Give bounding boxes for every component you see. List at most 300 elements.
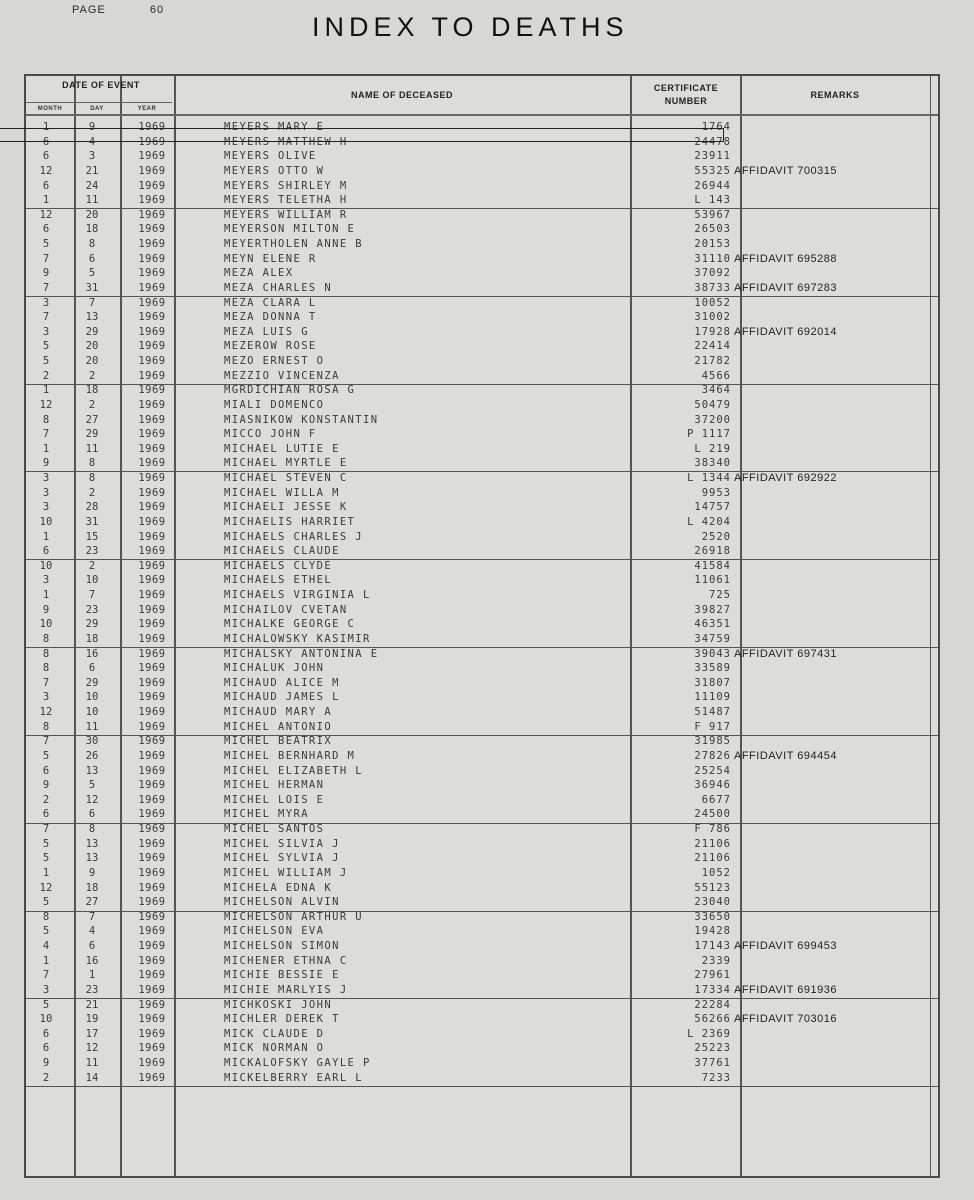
name-cell: MICHEL LOIS E bbox=[224, 793, 325, 806]
year-cell: 1969 bbox=[138, 355, 166, 367]
month-cell: 6 bbox=[42, 150, 50, 163]
year-cell: 1969 bbox=[138, 940, 166, 952]
day-cell: 27 bbox=[85, 896, 99, 909]
certificate-cell: 31807 bbox=[694, 676, 731, 689]
certificate-cell: 31110 bbox=[694, 252, 731, 265]
certificate-cell: 26944 bbox=[694, 179, 731, 192]
certificate-cell: 10052 bbox=[694, 296, 731, 309]
name-cell: MICHEL MYRA bbox=[224, 808, 309, 821]
year-cell: 1969 bbox=[138, 311, 166, 324]
name-cell: MICHAELS CLAUDE bbox=[224, 545, 340, 558]
year-cell: 1969 bbox=[138, 793, 166, 806]
certificate-cell: 1764 bbox=[701, 121, 731, 133]
table-row bbox=[26, 193, 938, 208]
year-cell: 1969 bbox=[138, 1042, 166, 1055]
name-cell: MICHEL ELIZABETH L bbox=[224, 764, 363, 777]
month-cell: 10 bbox=[39, 1013, 53, 1026]
year-cell: 1969 bbox=[138, 1027, 166, 1040]
day-cell: 7 bbox=[88, 589, 96, 601]
certificate-cell: F 786 bbox=[694, 823, 731, 835]
year-cell: 1969 bbox=[138, 1057, 166, 1069]
day-cell: 23 bbox=[85, 983, 99, 996]
day-cell: 13 bbox=[85, 764, 99, 777]
certificate-cell: 25254 bbox=[694, 764, 731, 777]
day-cell: 12 bbox=[85, 1042, 99, 1055]
page-number: 60 bbox=[149, 4, 165, 16]
month-cell: 12 bbox=[39, 164, 53, 177]
name-cell: MICHAELS CLYDE bbox=[224, 559, 333, 572]
month-cell: 10 bbox=[39, 618, 53, 631]
month-cell: 10 bbox=[39, 559, 53, 572]
day-cell: 2 bbox=[88, 398, 96, 411]
month-cell: 9 bbox=[42, 457, 50, 470]
day-cell: 24 bbox=[85, 179, 99, 192]
table-row bbox=[26, 924, 938, 939]
table-row bbox=[26, 807, 938, 822]
certificate-cell: 3464 bbox=[701, 384, 731, 397]
certificate-cell: 36946 bbox=[694, 779, 731, 792]
table-row bbox=[26, 310, 938, 325]
name-cell: MICHEL BEATRIX bbox=[224, 735, 333, 748]
name-cell: MEYERS MARY E bbox=[224, 121, 325, 133]
certificate-cell: 31002 bbox=[694, 311, 731, 324]
certificate-cell: 17334 bbox=[694, 983, 731, 996]
day-cell: 17 bbox=[85, 1027, 99, 1040]
certificate-cell: 39043 bbox=[694, 647, 731, 660]
day-cell: 13 bbox=[85, 852, 99, 865]
name-cell: MICHELSON SIMON bbox=[224, 940, 340, 952]
month-cell: 1 bbox=[42, 121, 50, 133]
year-cell: 1969 bbox=[138, 486, 166, 499]
month-cell: 6 bbox=[42, 179, 50, 192]
name-cell: MICHAUD ALICE M bbox=[224, 676, 340, 689]
year-cell: 1969 bbox=[138, 779, 166, 792]
table-row bbox=[26, 866, 938, 881]
month-cell: 5 bbox=[42, 340, 50, 353]
certificate-cell: L 219 bbox=[694, 442, 731, 455]
month-cell: 12 bbox=[39, 398, 53, 411]
day-cell: 18 bbox=[85, 881, 99, 894]
day-cell: 21 bbox=[85, 998, 99, 1011]
certificate-cell: 46351 bbox=[694, 618, 731, 631]
day-cell: 15 bbox=[85, 530, 99, 543]
month-cell: 7 bbox=[42, 428, 50, 441]
certificate-cell: 21106 bbox=[694, 852, 731, 865]
day-cell: 9 bbox=[88, 121, 96, 133]
year-cell: 1969 bbox=[138, 194, 166, 207]
name-cell: MICHAELS VIRGINIA L bbox=[224, 589, 371, 601]
name-cell: MEYERS OTTO W bbox=[224, 164, 325, 177]
name-cell: MICKALOFSKY GAYLE P bbox=[224, 1057, 371, 1069]
year-cell: 1969 bbox=[138, 296, 166, 309]
name-cell: MEZA LUIS G bbox=[224, 325, 309, 338]
day-cell: 5 bbox=[88, 779, 96, 792]
name-cell: MEYERTHOLEN ANNE B bbox=[224, 238, 363, 250]
certificate-cell: 14757 bbox=[694, 501, 731, 514]
year-cell: 1969 bbox=[138, 706, 166, 718]
name-cell: MIASNIKOW KONSTANTIN bbox=[224, 413, 379, 426]
header-day: DAY bbox=[90, 106, 104, 112]
table-row bbox=[26, 749, 938, 764]
month-cell: 1 bbox=[42, 954, 50, 967]
table-row bbox=[26, 179, 938, 194]
table-row bbox=[26, 822, 938, 837]
name-cell: MEZA CHARLES N bbox=[224, 281, 333, 294]
year-cell: 1969 bbox=[138, 720, 166, 733]
table-row bbox=[26, 281, 938, 296]
month-cell: 8 bbox=[42, 632, 50, 645]
year-cell: 1969 bbox=[138, 896, 166, 909]
year-cell: 1969 bbox=[138, 267, 166, 280]
certificate-cell: 34759 bbox=[694, 632, 731, 645]
name-cell: MICHAEL LUTIE E bbox=[224, 442, 340, 455]
table-row bbox=[26, 252, 938, 267]
table-row bbox=[26, 237, 938, 252]
certificate-cell: 6677 bbox=[701, 793, 731, 806]
certificate-cell: 56266 bbox=[694, 1013, 731, 1026]
table-row bbox=[26, 895, 938, 910]
day-cell: 18 bbox=[85, 632, 99, 645]
table-row bbox=[26, 764, 938, 779]
certificate-cell: 33650 bbox=[694, 910, 731, 923]
month-cell: 3 bbox=[42, 691, 50, 704]
certificate-cell: L 1344 bbox=[687, 472, 731, 484]
day-cell: 29 bbox=[85, 325, 99, 338]
certificate-cell: 33589 bbox=[694, 662, 731, 675]
table-row bbox=[26, 954, 938, 969]
name-cell: MICHAELS ETHEL bbox=[224, 574, 333, 587]
certificate-cell: 1052 bbox=[701, 866, 731, 879]
day-cell: 2 bbox=[88, 369, 96, 382]
certificate-cell: P 1117 bbox=[687, 428, 731, 441]
year-cell: 1969 bbox=[138, 398, 166, 411]
remarks-cell: AFFIDAVIT 692014 bbox=[734, 325, 837, 338]
day-cell: 6 bbox=[88, 940, 96, 952]
month-cell: 5 bbox=[42, 896, 50, 909]
table-row bbox=[26, 530, 938, 545]
day-cell: 8 bbox=[88, 238, 96, 250]
name-cell: MICHAEL STEVEN C bbox=[224, 472, 348, 484]
name-cell: MICHELSON ARTHUR U bbox=[224, 910, 363, 923]
year-cell: 1969 bbox=[138, 340, 166, 353]
table-row bbox=[26, 559, 938, 574]
name-cell: MEYERS MATTHEW H bbox=[224, 135, 348, 148]
name-cell: MICHAILOV CVETAN bbox=[224, 603, 348, 616]
month-cell: 7 bbox=[42, 281, 50, 294]
day-cell: 6 bbox=[88, 808, 96, 821]
header-remarks: REMARKS bbox=[810, 90, 860, 100]
table-row bbox=[26, 1041, 938, 1056]
year-cell: 1969 bbox=[138, 866, 166, 879]
year-cell: 1969 bbox=[138, 384, 166, 397]
table-row bbox=[26, 983, 938, 998]
page-title: INDEX TO DEATHS bbox=[312, 12, 629, 42]
table-row bbox=[26, 734, 938, 749]
name-cell: MEZO ERNEST O bbox=[224, 355, 325, 367]
month-cell: 3 bbox=[42, 472, 50, 484]
table-row bbox=[26, 1012, 938, 1027]
month-cell: 9 bbox=[42, 779, 50, 792]
remarks-cell: AFFIDAVIT 697283 bbox=[734, 281, 837, 294]
month-cell: 12 bbox=[39, 706, 53, 718]
year-cell: 1969 bbox=[138, 574, 166, 587]
table-row bbox=[26, 544, 938, 559]
certificate-cell: 53967 bbox=[694, 208, 731, 221]
name-cell: MICHALOWSKY KASIMIR bbox=[224, 632, 371, 645]
certificate-cell: 17143 bbox=[694, 940, 731, 952]
remarks-cell: AFFIDAVIT 694454 bbox=[734, 749, 837, 762]
day-cell: 11 bbox=[85, 720, 99, 733]
certificate-cell: 2520 bbox=[701, 530, 731, 543]
day-cell: 29 bbox=[85, 676, 99, 689]
month-cell: 6 bbox=[42, 764, 50, 777]
certificate-cell: 17928 bbox=[694, 325, 731, 338]
table-row bbox=[26, 1027, 938, 1042]
table-row bbox=[26, 720, 938, 735]
day-cell: 31 bbox=[85, 515, 99, 528]
name-cell: MEYERSON MILTON E bbox=[224, 223, 356, 236]
day-cell: 13 bbox=[85, 311, 99, 324]
year-cell: 1969 bbox=[138, 823, 166, 835]
year-cell: 1969 bbox=[138, 969, 166, 982]
month-cell: 9 bbox=[42, 1057, 50, 1069]
name-cell: MICHAUD JAMES L bbox=[224, 691, 340, 704]
name-cell: MICHAELS CHARLES J bbox=[224, 530, 363, 543]
year-cell: 1969 bbox=[138, 676, 166, 689]
day-cell: 5 bbox=[88, 267, 96, 280]
table-row bbox=[26, 369, 938, 384]
year-cell: 1969 bbox=[138, 837, 166, 850]
table-row bbox=[26, 881, 938, 896]
month-cell: 5 bbox=[42, 852, 50, 865]
header-name: NAME OF DECEASED bbox=[350, 90, 453, 100]
day-cell: 20 bbox=[85, 340, 99, 353]
certificate-cell: 38733 bbox=[694, 281, 731, 294]
month-cell: 5 bbox=[42, 998, 50, 1011]
table-row bbox=[26, 661, 938, 676]
year-cell: 1969 bbox=[138, 662, 166, 675]
year-cell: 1969 bbox=[138, 515, 166, 528]
certificate-cell: 37200 bbox=[694, 413, 731, 426]
certificate-cell: L 4204 bbox=[687, 515, 731, 528]
month-cell: 8 bbox=[42, 720, 50, 733]
year-cell: 1969 bbox=[138, 472, 166, 484]
certificate-cell: 23040 bbox=[694, 896, 731, 909]
day-cell: 20 bbox=[85, 355, 99, 367]
day-cell: 16 bbox=[85, 954, 99, 967]
certificate-cell: 31985 bbox=[694, 735, 731, 748]
name-cell: MEZA CLARA L bbox=[224, 296, 317, 309]
month-cell: 7 bbox=[42, 735, 50, 748]
year-cell: 1969 bbox=[138, 618, 166, 631]
name-cell: MICK CLAUDE D bbox=[224, 1027, 325, 1040]
day-cell: 6 bbox=[88, 662, 96, 675]
name-cell: MICHEL ANTONIO bbox=[224, 720, 333, 733]
year-cell: 1969 bbox=[138, 179, 166, 192]
day-cell: 14 bbox=[85, 1071, 99, 1084]
table-row bbox=[26, 998, 938, 1013]
day-cell: 13 bbox=[85, 837, 99, 850]
year-cell: 1969 bbox=[138, 135, 166, 148]
remarks-cell: AFFIDAVIT 697431 bbox=[734, 647, 837, 660]
certificate-cell: 24500 bbox=[694, 808, 731, 821]
remarks-cell: AFFIDAVIT 692922 bbox=[734, 472, 837, 484]
table-row bbox=[26, 413, 938, 428]
table-row bbox=[26, 837, 938, 852]
day-cell: 19 bbox=[85, 1013, 99, 1026]
name-cell: MICHEL SYLVIA J bbox=[224, 852, 340, 865]
table-row bbox=[26, 939, 938, 954]
month-cell: 6 bbox=[42, 135, 50, 148]
name-cell: MICHAEL MYRTLE E bbox=[224, 457, 348, 470]
name-cell: MEYERS WILLIAM R bbox=[224, 208, 348, 221]
table-row bbox=[26, 164, 938, 179]
year-cell: 1969 bbox=[138, 881, 166, 894]
month-cell: 7 bbox=[42, 969, 50, 982]
name-cell: MICHAELI JESSE K bbox=[224, 501, 348, 514]
month-cell: 3 bbox=[42, 296, 50, 309]
header-subrule bbox=[26, 102, 172, 103]
month-cell: 7 bbox=[42, 676, 50, 689]
page-label: PAGE bbox=[72, 4, 106, 16]
name-cell: MICHLER DEREK T bbox=[224, 1013, 340, 1026]
day-cell: 27 bbox=[85, 413, 99, 426]
month-cell: 4 bbox=[42, 940, 50, 952]
month-cell: 8 bbox=[42, 413, 50, 426]
year-cell: 1969 bbox=[138, 1013, 166, 1026]
name-cell: MICCO JOHN F bbox=[224, 428, 317, 441]
year-cell: 1969 bbox=[138, 150, 166, 163]
table-row bbox=[26, 603, 938, 618]
certificate-cell: 7233 bbox=[701, 1071, 731, 1084]
header-certificate: CERTIFICATE NUMBER bbox=[653, 83, 719, 106]
month-cell: 3 bbox=[42, 983, 50, 996]
remarks-cell: AFFIDAVIT 700315 bbox=[734, 164, 837, 177]
month-cell: 1 bbox=[42, 866, 50, 879]
certificate-cell: 25223 bbox=[694, 1042, 731, 1055]
year-cell: 1969 bbox=[138, 121, 166, 133]
certificate-cell: 21106 bbox=[694, 837, 731, 850]
certificate-cell: L 143 bbox=[694, 194, 731, 207]
certificate-cell: 39827 bbox=[694, 603, 731, 616]
certificate-cell: 55123 bbox=[694, 881, 731, 894]
table-row bbox=[26, 486, 938, 501]
name-cell: MICHEL HERMAN bbox=[224, 779, 325, 792]
name-cell: MICK NORMAN O bbox=[224, 1042, 325, 1055]
table-row bbox=[26, 778, 938, 793]
year-cell: 1969 bbox=[138, 164, 166, 177]
day-cell: 4 bbox=[88, 135, 96, 148]
records-end-rule bbox=[26, 1086, 938, 1087]
year-cell: 1969 bbox=[138, 603, 166, 616]
row-highlight-marker bbox=[0, 128, 724, 142]
day-cell: 21 bbox=[85, 164, 99, 177]
name-cell: MICHEL BERNHARD M bbox=[224, 749, 356, 762]
day-cell: 29 bbox=[85, 428, 99, 441]
month-cell: 9 bbox=[42, 267, 50, 280]
month-cell: 7 bbox=[42, 252, 50, 265]
day-cell: 11 bbox=[85, 442, 99, 455]
table-row bbox=[26, 968, 938, 983]
name-cell: MICHEL SANTOS bbox=[224, 823, 325, 835]
name-cell: MEZZIO VINCENZA bbox=[224, 369, 340, 382]
name-cell: MEZEROW ROSE bbox=[224, 340, 317, 353]
month-cell: 3 bbox=[42, 325, 50, 338]
day-cell: 20 bbox=[85, 208, 99, 221]
name-cell: MEZA DONNA T bbox=[224, 311, 317, 324]
year-cell: 1969 bbox=[138, 325, 166, 338]
table-row bbox=[26, 515, 938, 530]
day-cell: 8 bbox=[88, 823, 96, 835]
day-cell: 18 bbox=[85, 384, 99, 397]
month-cell: 1 bbox=[42, 530, 50, 543]
table-row bbox=[26, 266, 938, 281]
name-cell: MICHKOSKI JOHN bbox=[224, 998, 333, 1011]
table-row bbox=[26, 149, 938, 164]
table-row bbox=[26, 851, 938, 866]
year-cell: 1969 bbox=[138, 925, 166, 938]
certificate-cell: 26918 bbox=[694, 545, 731, 558]
day-cell: 8 bbox=[88, 472, 96, 484]
month-cell: 6 bbox=[42, 1027, 50, 1040]
month-cell: 6 bbox=[42, 545, 50, 558]
header-month: MONTH bbox=[37, 106, 63, 112]
remarks-cell: AFFIDAVIT 695288 bbox=[734, 252, 837, 265]
month-cell: 2 bbox=[42, 1071, 50, 1084]
month-cell: 5 bbox=[42, 749, 50, 762]
year-cell: 1969 bbox=[138, 281, 166, 294]
year-cell: 1969 bbox=[138, 369, 166, 382]
certificate-cell: L 2369 bbox=[687, 1027, 731, 1040]
header-date-of-event: DATE OF EVENT bbox=[62, 80, 140, 90]
certificate-cell: 11109 bbox=[694, 691, 731, 704]
certificate-cell: 55325 bbox=[694, 164, 731, 177]
month-cell: 6 bbox=[42, 808, 50, 821]
certificate-cell: 4566 bbox=[701, 369, 731, 382]
year-cell: 1969 bbox=[138, 238, 166, 250]
table-row bbox=[26, 500, 938, 515]
year-cell: 1969 bbox=[138, 530, 166, 543]
month-cell: 6 bbox=[42, 1042, 50, 1055]
name-cell: MICHEL WILLIAM J bbox=[224, 866, 348, 879]
year-cell: 1969 bbox=[138, 457, 166, 470]
day-cell: 31 bbox=[85, 281, 99, 294]
table-row bbox=[26, 910, 938, 925]
page-number-header bbox=[72, 4, 204, 16]
month-cell: 5 bbox=[42, 925, 50, 938]
certificate-cell: 38340 bbox=[694, 457, 731, 470]
year-cell: 1969 bbox=[138, 1071, 166, 1084]
day-cell: 10 bbox=[85, 706, 99, 718]
day-cell: 1 bbox=[88, 969, 96, 982]
month-cell: 2 bbox=[42, 369, 50, 382]
table-row bbox=[26, 573, 938, 588]
table-row bbox=[26, 427, 938, 442]
year-cell: 1969 bbox=[138, 223, 166, 236]
month-cell: 12 bbox=[39, 208, 53, 221]
name-cell: MICHAUD MARY A bbox=[224, 706, 333, 718]
name-cell: MEYN ELENE R bbox=[224, 252, 317, 265]
year-cell: 1969 bbox=[138, 954, 166, 967]
day-cell: 6 bbox=[88, 252, 96, 265]
day-cell: 10 bbox=[85, 574, 99, 587]
certificate-cell: 37761 bbox=[694, 1057, 731, 1069]
table-row bbox=[26, 705, 938, 720]
certificate-cell: 26503 bbox=[694, 223, 731, 236]
month-cell: 1 bbox=[42, 384, 50, 397]
table-row bbox=[26, 339, 938, 354]
records-list bbox=[26, 120, 938, 1085]
